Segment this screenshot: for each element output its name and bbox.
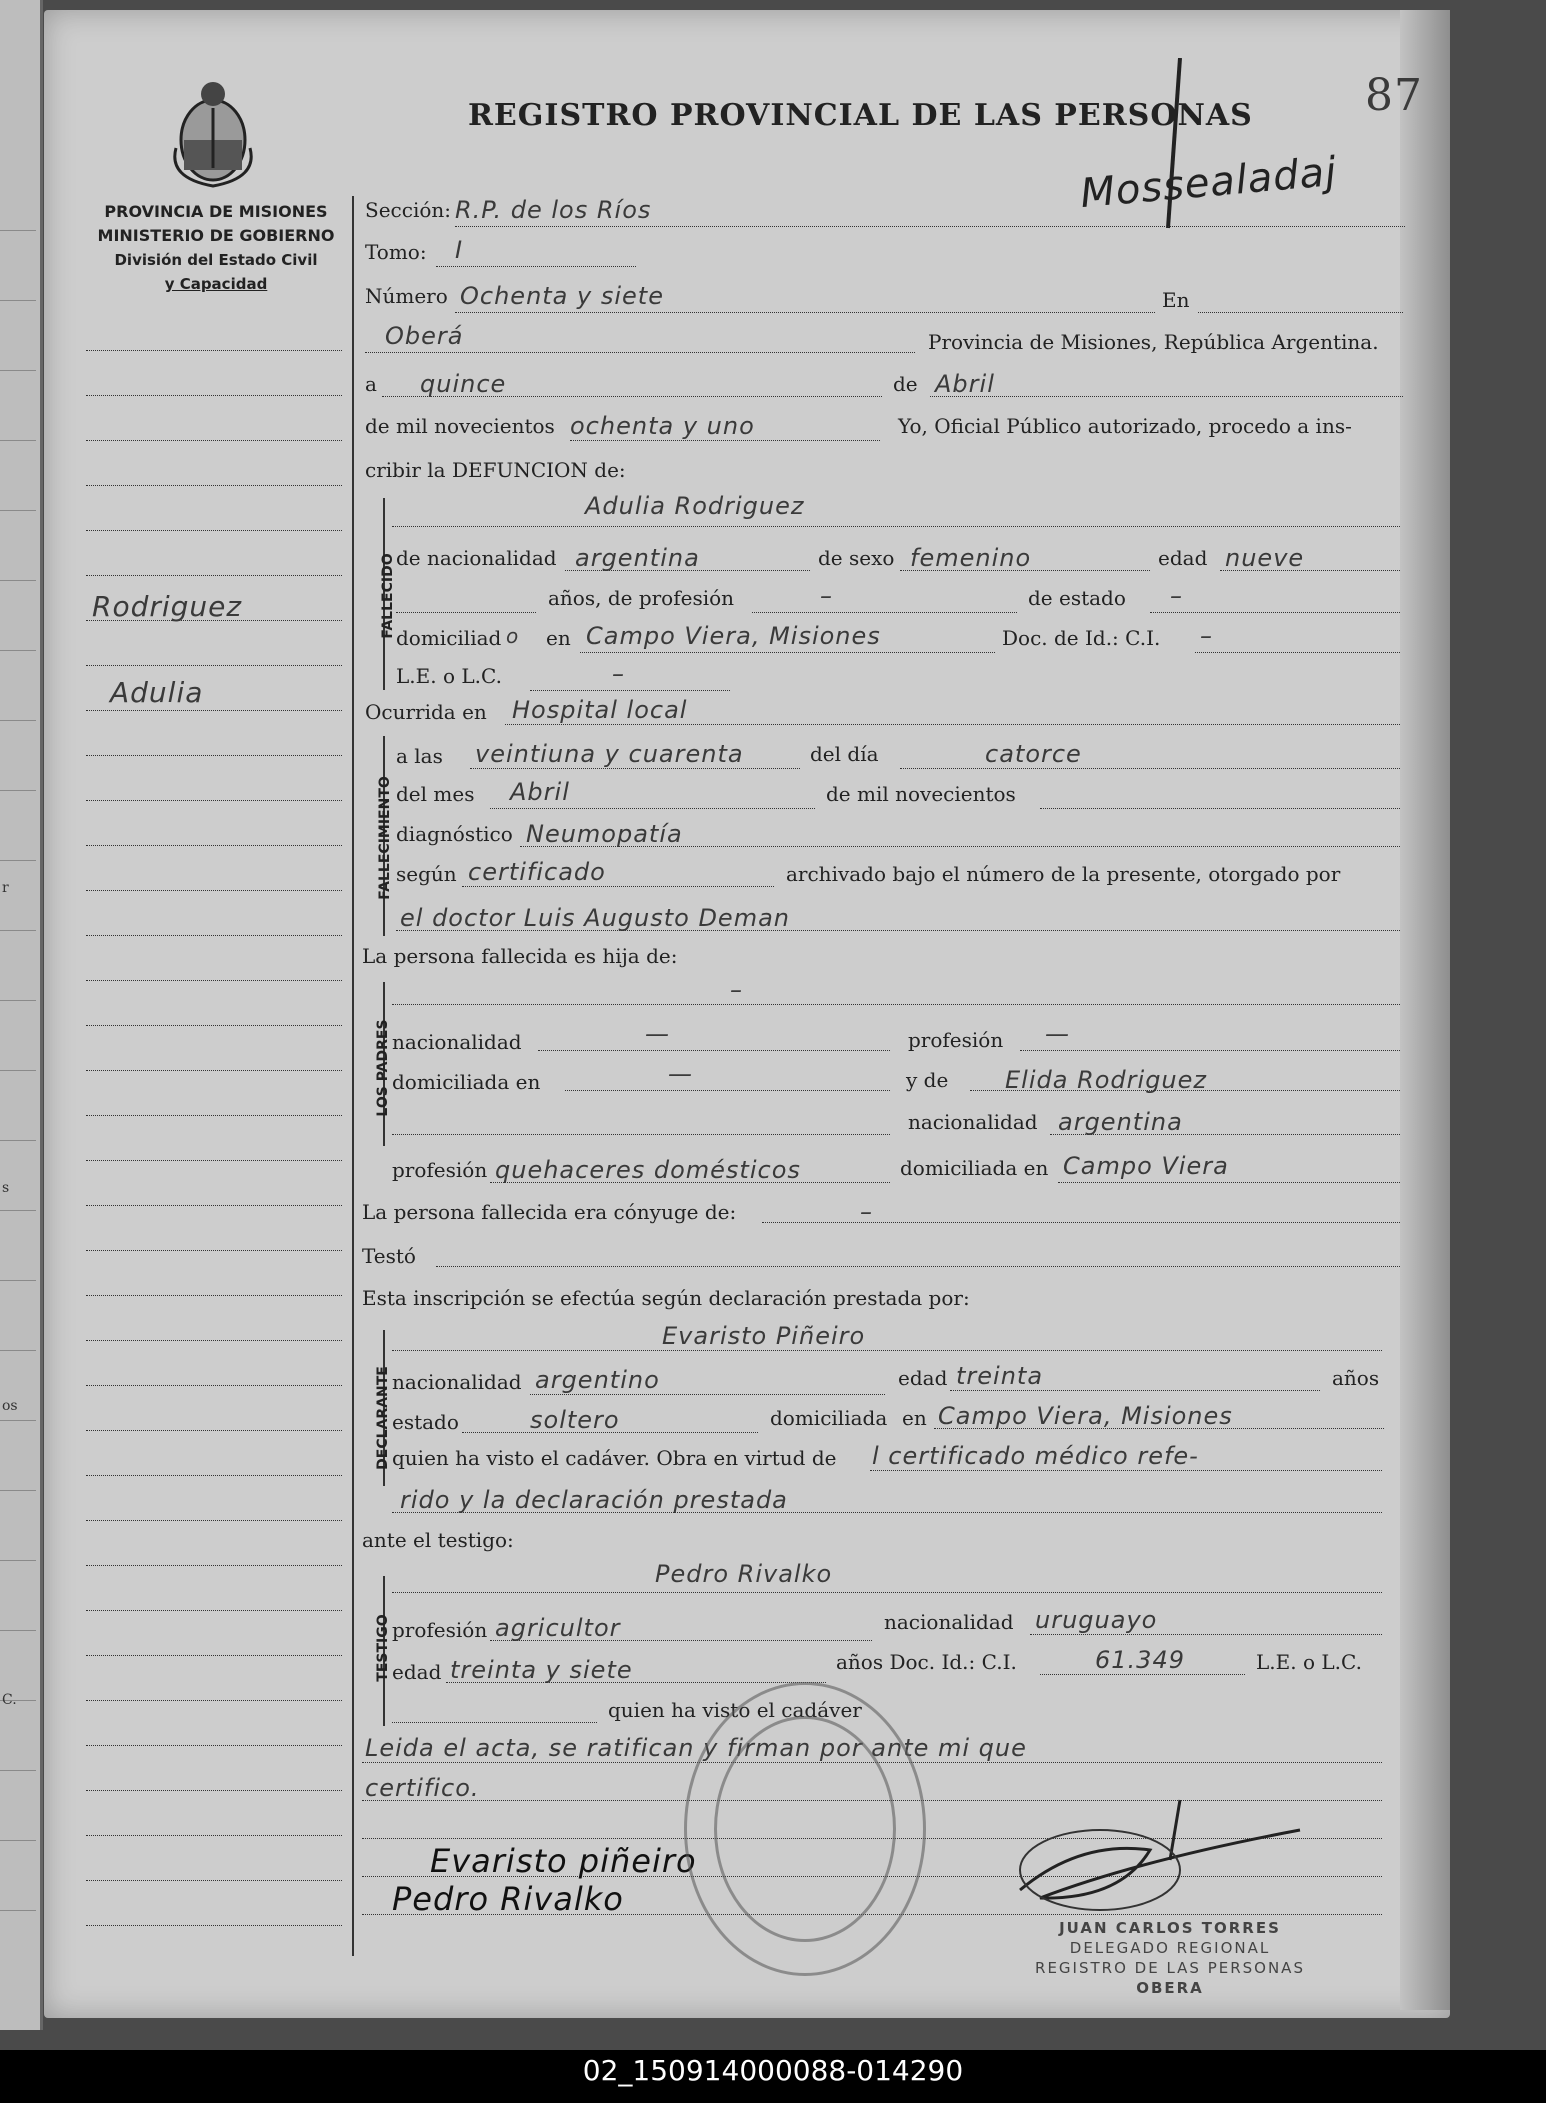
test-doc-label: años Doc. Id.: C.I. (836, 1650, 1017, 1674)
hora-value: veintiuna y cuarenta (475, 740, 744, 768)
margin-line (86, 485, 342, 486)
test-nac-value: uruguayo (1035, 1606, 1158, 1634)
mprof-line (490, 1182, 890, 1183)
tomo-line (436, 266, 636, 267)
diag-line (520, 846, 1400, 847)
left-page-edge (0, 0, 43, 2030)
doctor-value: el doctor Luis Augusto Deman (400, 904, 790, 932)
margin-line (86, 1025, 342, 1026)
decl-dom-label: domiciliada (770, 1406, 888, 1430)
nac-label: de nacionalidad (396, 546, 557, 570)
official-stamp-inner (714, 1716, 896, 1942)
sexo-line (900, 570, 1150, 571)
issuer-province: PROVINCIA DE MISIONES (104, 202, 328, 221)
margin-line (86, 890, 342, 891)
a-label: a (365, 372, 377, 396)
padres-nac-label: nacionalidad (392, 1030, 522, 1054)
closing-text-1: Leida el acta, se ratifican y firman por ante mi que (365, 1734, 1027, 1762)
year-value: ochenta y uno (570, 412, 755, 440)
deceased-name-line (392, 526, 1400, 527)
test-visto-text: quien ha visto el cadáver (608, 1698, 862, 1722)
margin-line (86, 1205, 342, 1206)
fallecido-section-label: FALLECIDO (380, 553, 396, 639)
decl-virtud-line2 (392, 1512, 1382, 1513)
left-mark: os (2, 1398, 18, 1414)
mnac-label: nacionalidad (908, 1110, 1038, 1134)
inscribir-text: cribir la DEFUNCION de: (365, 458, 626, 482)
edad-label: edad (1158, 546, 1208, 570)
margin-line (86, 1880, 342, 1881)
margin-line (86, 1745, 342, 1746)
margin-line (86, 1070, 342, 1071)
closing-text-2: certifico. (365, 1774, 480, 1802)
mdom-line (1058, 1182, 1400, 1183)
page-number: 87 (1365, 70, 1423, 121)
decl-nac-value: argentino (535, 1366, 660, 1394)
dia-value: catorce (985, 740, 1082, 768)
decl-nac-line (530, 1394, 885, 1395)
decl-virtud-value: l certificado médico refe- (872, 1442, 1199, 1470)
test-doc-line (1040, 1674, 1245, 1675)
mprof-label: profesión (392, 1158, 488, 1182)
testigo-name: Pedro Rivalko (655, 1560, 833, 1588)
padres-nac-line (538, 1050, 890, 1051)
official-name: JUAN CARLOS TORRES (1059, 1919, 1281, 1937)
decl-dom-value: Campo Viera, Misiones (938, 1402, 1233, 1430)
tomo-value: I (455, 236, 464, 264)
seccion-label: Sección: (365, 198, 451, 222)
mil-label: de mil novecientos (826, 782, 1016, 806)
annotation-top: Mossealadaj (1078, 148, 1339, 218)
test-visto-line (392, 1722, 597, 1723)
place-value: Oberá (385, 322, 464, 350)
margin-line (86, 350, 342, 351)
margin-line (86, 1835, 342, 1836)
prof-line (752, 612, 1017, 613)
signature-testigo: Pedro Rivalko (392, 1880, 624, 1918)
ocurrida-value: Hospital local (512, 696, 688, 724)
left-mark: r (2, 880, 9, 896)
coat-of-arms-icon (168, 78, 258, 190)
day-line (382, 396, 882, 397)
place-line (365, 352, 915, 353)
conyuge-label: La persona fallecida era cónyuge de: (362, 1200, 737, 1224)
margin-line (86, 755, 342, 756)
decl-virtud-line (870, 1470, 1382, 1471)
mes-line (490, 808, 815, 809)
deceased-name: Adulia Rodriguez (585, 492, 805, 520)
margin-line (86, 980, 342, 981)
anos-label: años, de profesión (548, 586, 735, 610)
le-value: – (612, 660, 625, 688)
las-label: a las (396, 744, 443, 768)
margin-line (86, 1340, 342, 1341)
en-line (1198, 312, 1403, 313)
en-label: En (1162, 288, 1190, 312)
left-mark: C. (2, 1692, 17, 1708)
doc-label: Doc. de Id.: C.I. (1002, 626, 1161, 650)
fallecimiento-section-label: FALLECIMIENTO (377, 776, 393, 900)
seccion-line (455, 226, 1405, 227)
nac-line (565, 570, 810, 571)
mes-label: del mes (396, 782, 475, 806)
dom-suffix: o (506, 624, 520, 648)
month-value: Abril (935, 370, 995, 398)
margin-line (86, 845, 342, 846)
testigo-section-label: TESTIGO (375, 1614, 391, 1682)
archivado-text: archivado bajo el número de la presente, otorgado por (786, 862, 1341, 886)
margin-given-name: Adulia (110, 676, 204, 709)
margin-line (86, 1115, 342, 1116)
officer-text: Yo, Oficial Público autorizado, procedo a ins- (898, 414, 1352, 438)
official-city: OBERA (1136, 1979, 1204, 1997)
ocurrida-line (505, 724, 1400, 725)
official-signature (1000, 1780, 1340, 1930)
ocurrida-label: Ocurrida en (365, 700, 487, 724)
dom-label: domiciliad (396, 626, 502, 650)
test-edad-value: treinta y siete (450, 1656, 633, 1684)
signature-declarante: Evaristo piñeiro (430, 1842, 697, 1880)
annotation-stroke (1150, 58, 1210, 238)
diag-label: diagnóstico (396, 822, 513, 846)
estado-line (1150, 612, 1400, 613)
margin-line (86, 440, 342, 441)
mdom-value: Campo Viera (1063, 1152, 1229, 1180)
hija-label: La persona fallecida es hija de: (362, 944, 678, 968)
dia-line (900, 768, 1400, 769)
decl-nac-label: nacionalidad (392, 1370, 522, 1394)
test-le-label: L.E. o L.C. (1256, 1650, 1362, 1674)
margin-line (86, 1250, 342, 1251)
de-label: de (893, 372, 918, 396)
padres-dom-label: domiciliada en (392, 1070, 541, 1094)
margin-line (86, 1700, 342, 1701)
declaracion-label: Esta inscripción se efectúa según declaración prestada por: (362, 1286, 970, 1310)
estado-value: – (1170, 582, 1183, 610)
test-doc-value: 61.349 (1095, 1646, 1185, 1674)
margin-line (86, 1565, 342, 1566)
testigo-label: ante el testigo: (362, 1528, 514, 1552)
dom-value: Campo Viera, Misiones (586, 622, 881, 650)
mnac-value: argentina (1058, 1108, 1183, 1136)
year-line (570, 440, 880, 441)
anos-line (396, 612, 536, 613)
margin-line (86, 575, 342, 576)
hora-line (470, 768, 800, 769)
margin-line (86, 1160, 342, 1161)
official-title: DELEGADO REGIONAL (1069, 1939, 1271, 1957)
decl-estado-line (462, 1432, 758, 1433)
padres-dom-line (565, 1090, 890, 1091)
margin-line (86, 395, 342, 396)
day-value: quince (420, 370, 507, 398)
test-prof-value: agricultor (495, 1614, 621, 1642)
sexo-label: de sexo (818, 546, 895, 570)
margin-line (86, 530, 342, 531)
prof-value: – (820, 582, 833, 610)
decl-edad-label: edad (898, 1366, 948, 1390)
decl-virtud-value2: rido y la declaración prestada (400, 1486, 788, 1514)
decl-en-label: en (902, 1406, 927, 1430)
segun-label: según (396, 862, 457, 886)
testo-line (436, 1266, 1400, 1267)
padres-nac-value: — (645, 1020, 670, 1048)
test-edad-label: edad (392, 1660, 442, 1684)
decl-estado-value: soltero (530, 1406, 620, 1434)
margin-divider (352, 196, 354, 1956)
registry-title: REGISTRO PROVINCIAL DE LAS PERSONAS (468, 98, 1253, 133)
seccion-value: R.P. de los Ríos (455, 196, 652, 224)
doctor-line (396, 930, 1400, 931)
dom-en-label: en (546, 626, 571, 650)
padres-section-label: LOS PADRES (375, 1019, 391, 1117)
month-line (930, 396, 1403, 397)
margin-line (86, 710, 342, 711)
decl-visto-text: quien ha visto el cadáver. Obra en virtud de (392, 1446, 837, 1470)
dom-line (580, 652, 995, 653)
doc-line (1195, 652, 1400, 653)
margin-line (86, 1295, 342, 1296)
test-nac-label: nacionalidad (884, 1610, 1014, 1634)
margin-line (86, 1430, 342, 1431)
left-mark: s (2, 1180, 10, 1196)
issuer-division: División del Estado Civil (114, 251, 318, 269)
edad-line (1220, 570, 1400, 571)
edad-value: nueve (1225, 544, 1305, 572)
diag-value: Neumopatía (526, 820, 683, 848)
le-line (530, 690, 730, 691)
margin-line (86, 1520, 342, 1521)
official-block (1000, 1918, 1340, 1998)
declarante-name: Evaristo Piñeiro (662, 1322, 866, 1350)
declarante-name-line (392, 1350, 1382, 1351)
margin-line (86, 1925, 342, 1926)
padres-prof-label: profesión (908, 1028, 1004, 1052)
issuer-capacity: y Capacidad (164, 275, 268, 293)
numero-value: Ochenta y siete (460, 282, 664, 310)
test-prof-label: profesión (392, 1618, 488, 1642)
padres-blank-line (392, 1134, 890, 1135)
nac-value: argentina (575, 544, 700, 572)
testigo-name-line (392, 1592, 1382, 1593)
declarante-section-label: DECLARANTE (375, 1366, 391, 1470)
mother-value: Elida Rodriguez (1005, 1066, 1208, 1094)
margin-line (86, 935, 342, 936)
sexo-value: femenino (910, 544, 1032, 572)
decl-dom-line (934, 1428, 1384, 1429)
conyuge-line (762, 1222, 1400, 1223)
mdom-label: domiciliada en (900, 1156, 1049, 1180)
margin-line (86, 1475, 342, 1476)
segun-value: certificado (468, 858, 606, 886)
year-label: de mil novecientos (365, 414, 555, 438)
mil-line (1040, 808, 1400, 809)
yde-label: y de (906, 1068, 949, 1092)
decl-estado-label: estado (392, 1410, 459, 1434)
test-prof-line (490, 1640, 872, 1641)
decl-anos-label: años (1332, 1366, 1380, 1390)
margin-line (86, 665, 342, 666)
conyuge-value: – (860, 1198, 873, 1226)
margin-line (86, 1655, 342, 1656)
test-edad-line (446, 1682, 826, 1683)
margin-line (86, 1790, 342, 1791)
mother-line (970, 1090, 1400, 1091)
province-text: Provincia de Misiones, República Argentina. (928, 330, 1379, 354)
margin-line (86, 800, 342, 801)
mnac-line (1050, 1134, 1400, 1135)
padres-prof-line (1020, 1050, 1400, 1051)
tomo-label: Tomo: (365, 240, 427, 264)
official-office: REGISTRO DE LAS PERSONAS (1035, 1959, 1305, 1977)
padres-prof-value: — (1045, 1020, 1070, 1048)
segun-line (462, 886, 774, 887)
numero-line (455, 312, 1155, 313)
issuer-ministry: MINISTERIO DE GOBIERNO (97, 226, 335, 245)
dia-label: del día (810, 742, 879, 766)
test-nac-line (1030, 1634, 1382, 1635)
margin-line (86, 1385, 342, 1386)
margin-line (86, 1610, 342, 1611)
book-edge (1400, 10, 1450, 2010)
testo-label: Testó (362, 1244, 416, 1268)
mes-value: Abril (510, 778, 570, 806)
padres-dom-value: — (668, 1060, 693, 1088)
numero-label: Número (365, 284, 448, 308)
father-line (392, 1004, 1400, 1005)
father-value: – (730, 976, 743, 1004)
margin-surname: Rodriguez (92, 590, 243, 623)
le-label: L.E. o L.C. (396, 664, 502, 688)
estado-label: de estado (1028, 586, 1126, 610)
decl-edad-line (950, 1390, 1320, 1391)
mprof-value: quehaceres domésticos (495, 1156, 801, 1184)
decl-edad-value: treinta (956, 1362, 1044, 1390)
image-id-caption: 02_150914000088-014290 (582, 2054, 964, 2087)
issuer-block (82, 200, 350, 296)
doc-value: – (1200, 622, 1213, 650)
